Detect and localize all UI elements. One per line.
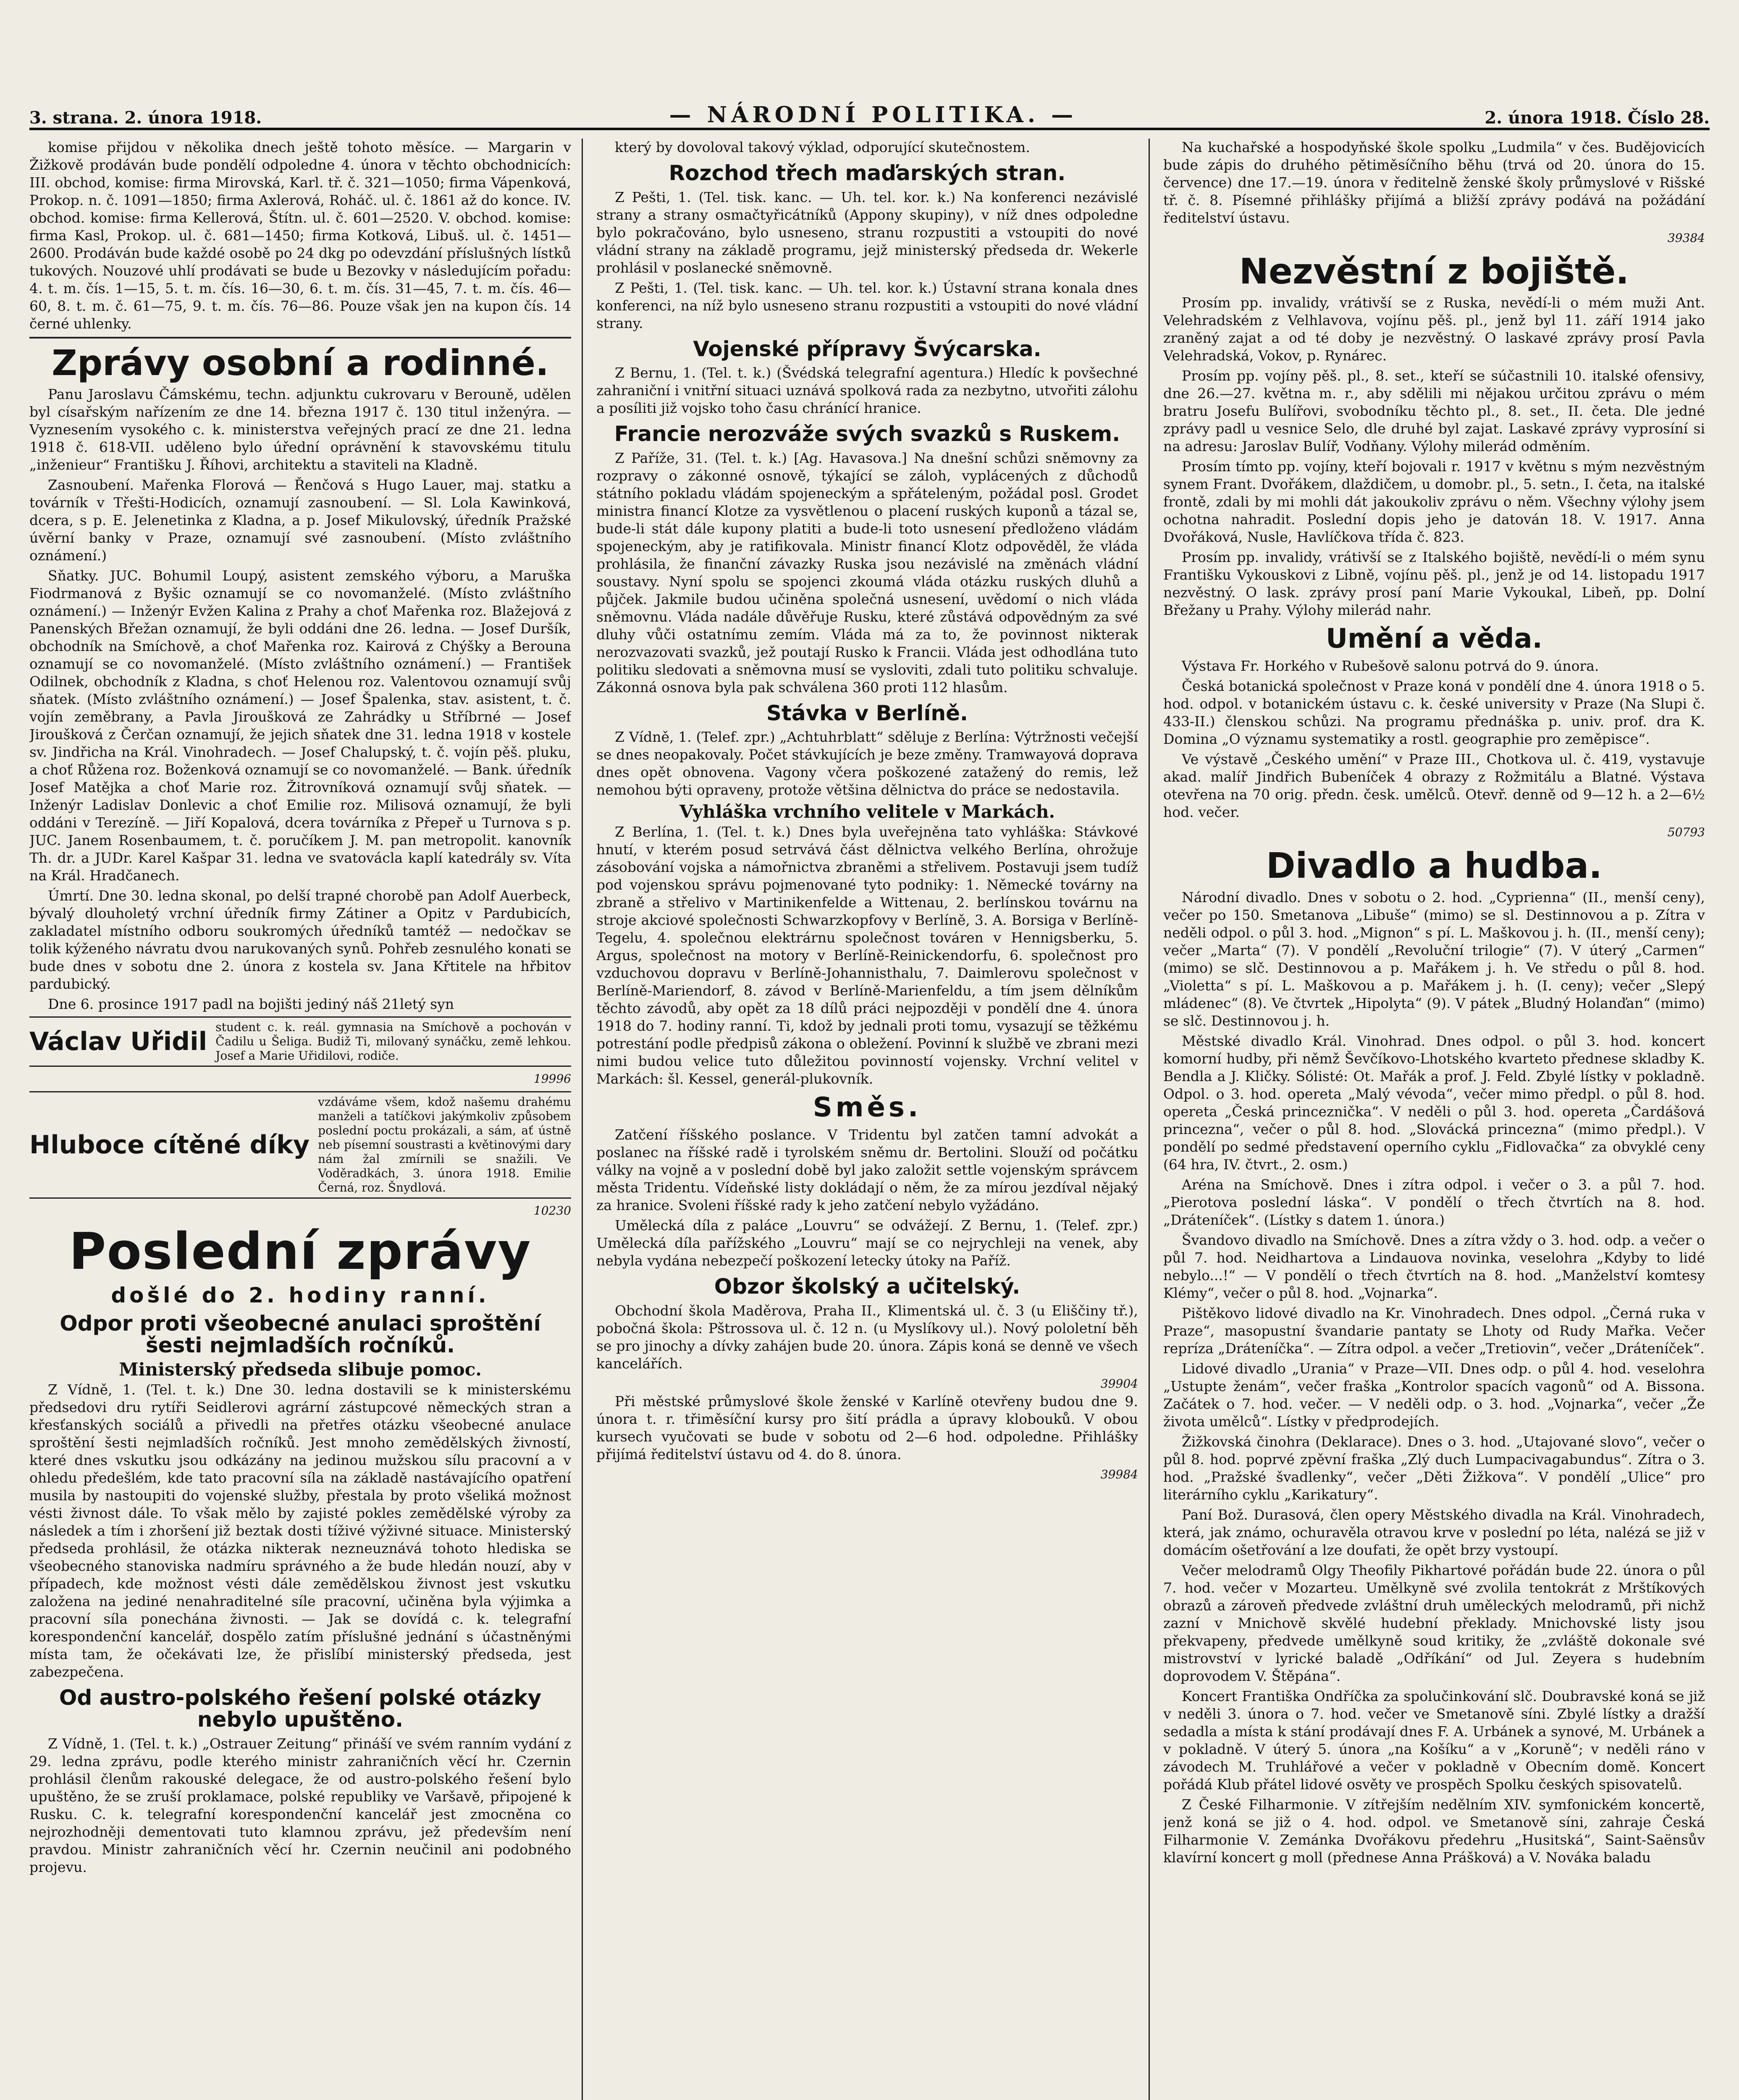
- article-text: Sňatky. JUC. Bohumil Loupý, asistent zemského výboru, a Maruška Fiodrmanová z Byšic oznamují se co novomanželé. (Místo zvláštního oznámení.) — Inženýr Evžen Kalina z Prahy a choť Mařenka roz. Blažejová z Panenských Břežan oznamují, že byli oddáni dne 26. ledna. — Josef Duršík, obchodník na Smíchově, a choť Mařenka roz. Kairová z Chýšky a Berouna oznamují se co novomanželé. (Místo zvláštního oznámení.) — František Odilnek, obchodník z Kladna, s choť Helenou roz. Valentovou oznamují svůj sňatek. (Místo zvláštního oznámení.) — Josef Špalenka, stav. asistent, t. č. vojín zeměbrany, a Pavla Jiroušková ze Zahrádky u Stříbrné — Josef Jiroušková z Čerčan oznamují, že jejich sňatek dne 31. ledna 1918 v kostele sv. Jindřicha na Král. Vinohradech. — Josef Chalupský, t. č. vojín pěš. pluku, a choť Růžena roz. Boženková oznamují se co novomanželé. — Bank. úředník Josef Matějka a choť Marie roz. Žitrovníková oznamují svůj sňatek. — Inženýr Ladislav Donlevic a choť Emilie roz. Milisová oznamují, že byli oddáni v Terezíně. — Jiří Kopalová, dcera továrníka z Přepeř u Turnova s p. JUC. Janem Rosenbaumem, t. č. poručíkem J. M. pan metropolit. kanovník Th. dr. a JUDr. Karel Kašpar 31. ledna ve svatovácla kaplí katedrály sv. Víta na Král. Hradčanech.: [29, 567, 571, 884]
- header-left: 3. strana. 2. února 1918.: [29, 108, 262, 128]
- masthead: — NÁRODNÍ POLITIKA. —: [669, 102, 1078, 128]
- article-text: Česká botanická společnost v Praze koná v pondělí dne 4. února 1918 o 5. hod. odpol. v botanickém ústavu c. k. české university v Praze (Na Slupi č. 433-II.) členskou schůzi. Na programu přednáška p. univ. prof. dra K. Domina „O významu systematiky a rostl. geographie pro zeměpisce“.: [1163, 678, 1705, 748]
- article-text: Úmrtí. Dne 30. ledna skonal, po delší trapné chorobě pan Adolf Auerbeck, bývalý dlouholetý vrchní úředník firmy Zátiner a Opitz v Pardubicích, zakladatel místního odboru soukromých úředníků tamtéž — nedočkav se tolik kýženého návratu dvou narukovaných synů. Pohřeb zesnulého konati se bude dnes v sobotu dne 2. února z kostela sv. Jana Křtitele na hřbitov pardubický.: [29, 887, 571, 992]
- article-text: Prosím pp. invalidy, vrátivší se z Ruska, nevědí-li o mém muži Ant. Velehradském z Velhlavova, vojínu pěš. pl., jenž byl 11. září 1914 jako zraněný zajat a od té doby je nezvěstný. O laskavé zprávy prosí Pavla Velehradská, Vokov, p. Rynárec.: [1163, 294, 1705, 364]
- page-header: [29, 102, 1710, 130]
- article-text: Zatčení říšského poslance. V Tridentu byl zatčen tamní advokát a poslanec na říšské radě i tyrolském sněmu dr. Bertolini. Slouží od počátku války na vojně a v poslední době byl jako založit settle vojenským správcem města Tridentu. Vídeňské listy dokládají o něm, že za mírou jezdíval nějaký za hranice. Svoleni říšské rady k jeho zatčení nebylo vyžádáno.: [596, 1126, 1138, 1214]
- article-text: Žižkovská činohra (Deklarace). Dnes o 3. hod. „Utajované slovo“, večer o půl 8. hod. poprvé zpěvní fraška „Zlý duch Lumpacivagabundus“. Zítra o 3. hod. „Pražské švadlenky“, večer „Děti Žižkova“. V pondělí „Ulice“ pro literárního cyklu „Karikatury“.: [1163, 1433, 1705, 1503]
- divider: [29, 337, 571, 339]
- article-text: Zasnoubení. Mařenka Florová — Řenčová s Hugo Lauer, maj. statku a továrník v Třešti-Hodicích, oznamují zasnoubení. — Sl. Lola Kawinková, dcera, s p. E. Jelenetinka z Kladna, a p. Josef Mikulovský, úředník Pražské úvěrní banky v Praze, oznamují své zasnoubení. (Místo zvláštního oznámení.): [29, 477, 571, 564]
- article-text: Z Vídně, 1. (Telef. zpr.) „Achtuhrblatt“ sděluje z Berlína: Výtržnosti večejší se dnes neopakovaly. Počet stávkujících je beze změny. Tramwayová doprava dnes opět obnovena. Vagony včera poškozené zatažený do remis, lež nemohou býti opraveny, protože většina dělnictva do práce se nedostavila.: [596, 729, 1138, 798]
- article-text: Prosím pp. vojíny pěš. pl., 8. set., kteří se súčastnili 10. italské ofensivy, dne 26.—27. května m. r., aby sdělili mi nějakou určitou zprávu o mém bratru Josefu Bulířovi, svobodníku těchto pl., 8. set., II. četa. Dle jedné zprávy padl u vesnice Selo, dle druhé byl zajat. Laskavé zprávy vyprosíní si na adresu: Jaroslav Bulíř, Vodňany. Výlohy milerád odměním.: [1163, 368, 1705, 455]
- article-text: Večer melodramů Olgy Theofily Pikhartové pořádán bude 22. února o půl 7. hod. večer v Mozarteu. Umělkyně své zvolila tentokrát z Mrštíkových obrazů a zároveň předvede zvláštní druh uměleckých melodramů, při nichž zazní v Mnichově skvělé hudební překlady. Mnichovské listy jsou překvapeny, předvede umělkyně soud kritiky, že „zvláště dokonale své mistrovství v lyrické baladě „Odříkání“ od Jul. Zeyera s hudebním doprovodem V. Štěpána“.: [1163, 1562, 1705, 1684]
- section-heading: Umění a věda.: [1326, 623, 1542, 655]
- thanks-notice: [29, 1091, 571, 1199]
- section-heading: Obzor školský a učitelský.: [714, 1274, 1020, 1299]
- article-text: Pištěkovo lidové divadlo na Kr. Vinohradech. Dnes odpol. „Černá ruka v Praze“, masopustní švandarie pantaty se Lhoty od Rudy Mařka. Večer repríza „Dráteníčka“. — Zítra odpol. a večer „Tretiovin“, večer „Dráteníček“.: [1163, 1305, 1705, 1357]
- article-text: Lidové divadlo „Urania“ v Praze—VII. Dnes odp. o půl 4. hod. veselohra „Ustupte ženám“, večer fraška „Kontrolor spacích vagonů“ od A. Bissona. Začátek o 7. hod. večer. — V neděli odp. o 3. hod. „Vojnarka“, večer „Že života umělců“. Lístky v předprodejích.: [1163, 1360, 1705, 1430]
- article-text: Prosím pp. invalidy, vrátivší se z Italského bojiště, nevědí-li o mém synu Františku Vykouskovi z Libně, vojínu pěš. pl., jenž je od 14. listopadu 1917 nezvěstný. O lask. zprávy prosí paní Marie Vykoukal, Libeň, pp. Dolní Břežany u Prahy. Výlohy milerád nahr.: [1163, 549, 1705, 619]
- column-2: [596, 139, 1138, 2100]
- notice-text: vzdáváme všem, kdož našemu drahému manželi a tatíčkovi jakýmkoliv způsobem poslední poctu prokázali, a sám, ať ústně neb písemní soustrasti a květinovými dary nám žal zmírnili se snažili. Ve Voděradkách, 3. února 1918. Emilie Černá, roz. Šnydlová.: [318, 1095, 571, 1195]
- article-heading: Stávka v Berlíně.: [766, 701, 968, 725]
- article-text: Z Pešti, 1. (Tel. tisk. kanc. — Uh. tel. kor. k.) Na konferenci nezávislé strany a strany osmačtyřicátníků (Appony skupiny), v níž dnes odpoledne bylo pokračováno, bylo usneseno, stranu rozpustiti a vstoupiti do nové vládní strany na základě programu, jejž ministerský předseda dr. Wekerle prohlásil v poslanecké sněmovně.: [596, 189, 1138, 276]
- article-text: Paní Bož. Durasová, člen opery Městského divadla na Král. Vinohradech, která, jak známo, ochuravěla otravou krve v poslední po léta, nalézá se již v domácím ošetřování a lze doufati, že opět brzy vystoupí.: [1163, 1506, 1705, 1558]
- header-right: 2. února 1918. Číslo 28.: [1485, 108, 1710, 128]
- article-text: Z Vídně, 1. (Tel. t. k.) „Ostrauer Zeitung“ přináší ve svém ranním vydání z 29. ledna zprávu, podle kterého ministr zahraničních věcí hr. Czernin prohlásil členům rakouské delegace, že od austro-polského řešení bylo upuštěno, že se zruší proklamace, polské republiky ve Varšavě, připojené k Rusku. C. k. telegrafní korespondenční kancelář jest zmocněna co nejrozhodněji dementovati tuto klamnou zprávu, jež především není pravdou. Ministr zahraničních věcí hr. Czernin neučinil ani podobného projevu.: [29, 1735, 571, 1875]
- article-text: Z Pešti, 1. (Tel. tisk. kanc. — Uh. tel. kor. k.) Ústavní strana konala dnes konferenci, na níž bylo usneseno stranu rozpustiti a vstoupiti do nové vládní strany.: [596, 279, 1138, 331]
- notice-number: 19996: [533, 1072, 571, 1086]
- section-heading: Směs.: [813, 1092, 922, 1123]
- column-rule: [1149, 139, 1150, 2100]
- notice-number: 39904: [1100, 1376, 1138, 1391]
- notice-number: 39984: [1100, 1467, 1138, 1481]
- notice-intro: Dne 6. prosince 1917 padl na bojišti jediný náš 21letý syn: [48, 996, 454, 1013]
- notice-text: student c. k. reál. gymnasia na Smíchově a pochován v Čadilu u Šeliga. Budiž Ti, milovaný synáčku, země lehkou. Josef a Marie Uřidilovi, rodiče.: [215, 1020, 571, 1063]
- article-heading: Rozchod třech maďarských stran.: [669, 161, 1066, 185]
- article-subheading: Ministerský předseda slibuje pomoc.: [119, 1359, 482, 1380]
- section-heading: Zprávy osobní a rodinné.: [52, 342, 549, 383]
- article-text: Výstava Fr. Horkého v Rubešově salonu potrvá do 9. února.: [1182, 658, 1599, 675]
- article-text: Koncert Františka Ondříčka za spolučinkování slč. Doubravské koná se již v neděli 3. února o 7. hod. večer ve Smetanově síni. Zbylé lístky a dražší sedadla a místa k stání prodávají dnes F. A. Urbánek a synové, M. Urbánek a v pokladně. V úterý 5. února „na Košíku“ a v „Koruně“; v neděli ráno v závodech M. Truhlářové a večer v pokladně v Obecním domě. Koncert pořádá Klub přátel lidové osvěty ve prospěch Spolku českých spisovatelů.: [1163, 1688, 1705, 1793]
- article-heading: Od austro-polského řešení polské otázky nebylo upuštěno.: [59, 1685, 542, 1732]
- article-text: Na kuchařské a hospodyňské škole spolku „Ludmila“ v čes. Budějovicích bude zápis do druhého pětiměsíčního běhu (trvá od 20. února do 15. července) dne 17.—19. února v ředitelně ženské školy průmyslové v Rišské tř. č. 8. Písemné přihlášky přijímá a bližší zprávy podává na požádání ředitelství ústavu.: [1163, 139, 1705, 226]
- article-text: Při městské průmyslové škole ženské v Karlíně otevřeny budou dne 9. února t. r. třiměsíční kursy pro šití prádla a úpravy klobouků. V obou kursech vyučovati se bude v sobotu od 2—6 hod. odpoledne. Přihlášky přijímá ředitelství ústavu od 4. do 8. února.: [596, 1393, 1138, 1462]
- notice-name: Václav Uřidil: [29, 1027, 207, 1057]
- article-text: Z České Filharmonie. V zítřejším nedělním XIV. symfonickém koncertě, jenž koná se již o 4. hod. odpol. ve Smetanově síni, zahraje Česká Filharmonie V. Zemánka Dvořákovu předehru „Husitská“, Saint-Saënsův klavírní koncert g moll (přednese Anna Prášková) a V. Nováka baladu: [1163, 1796, 1705, 1866]
- article-heading: Vojenské přípravy Švýcarska.: [693, 336, 1041, 361]
- article-text: Panu Jaroslavu Čámskému, techn. adjunktu cukrovaru v Berouně, udělen byl císařským nařízením ze dne 14. března 1917 č. 130 titul inženýra. — Vyznesením vysokého c. k. ministerstva veřejných prací ze dne 21. ledna 1918 č. 618-VII. uděleno bylo úřední oprávnění k stavovskému titulu „inženieur“ Františku J. Říhovi, architektu a staviteli na Kladně.: [29, 386, 571, 473]
- column-1: [29, 139, 571, 2100]
- article-text: Z Berlína, 1. (Tel. t. k.) Dnes byla uveřejněna tato vyhláška: Stávkové hnutí, v kterém posud setrvává část dělnictva velkého Berlína, ohrožuje zásobování vojska a námořnictva zbraněmi a střelivem. Postavuji jsem tudíž pod vojenskou správu pojmenované tyto podniky: 1. Německé továrny na zbraně a střelivo v Martinikenfelde a Wittenau, 2. berlínskou továrnu na stroje akciové společnosti Schwarzkopfovy v Berlíně, 3. A. Borsiga v Berlíně-Tegelu, 4. společnou elektrárnu společnost továren v Hennigsberku, 5. Argus, společnost na motory v Berlíně-Reinickendorfu, 6. společnost pro vzduchovou dopravu v Berlíně-Johannisthalu, 7. Daimlerovu společnost v Berlíně-Mariendorf, 8. závod v Berlíně-Marienfeldu, a tím jsem dělníkům těchto závodů, aby opět za 18 dílů práci nejpozději v pondělí dne 4. února 1918 do 7. hodiny ranní. Ti, kdož by jednali proti tomu, vysazují se těžkému potrestání podle předpisů zákona o obležení. Povinní k službě ve zbrani mezi nimi budou velice tuto důležitou povinností vojensky. Vrchní velitel v Markách: šl. Kessel, generál-plukovník.: [596, 824, 1138, 1087]
- article-text: který by dovoloval takový výklad, odporující skutečnostem.: [615, 139, 1030, 155]
- article-heading: Francie nerozváže svých svazků s Ruskem.: [614, 422, 1120, 446]
- article-text: Z Paříže, 31. (Tel. t. k.) [Ag. Havasova.] Na dnešní schůzi sněmovny za rozpravy o zákonné osnově, týkající se záloh, vyplácených z důchodů státního pokladu vládám spojeneckým a spřáteleným, požádal posl. Grodet ministra financí Klotze za vysvětlenou o placení ruských kuponů a tázal se, bude-li stát dále kupony platiti a bude-li toto usnesení předloženo vládám spojeneckým, aby je ratifikovala. Ministr financí Klotz odpověděl, že vláda prohlásila, že finanční závazky Ruska jsou nezávislé na změnách vládní soustavy. Nyní spolu se spojenci zkoumá vláda otázku ruských dluhů a půjček. Jakmile budou učiněna společná usnesení, uvědomí o nich vláda sněmovnu. Vláda nadále důvěřuje Rusku, které zůstává odpovědným za své dluhy vůči ostatnímu zemím. Vláda má za to, že povinnost nikterak nerozvazovati svazků, jež poutají Rusko k Francii. Vláda jest odhodlána tuto politiku sledovati a sněmovna musí se vysloviti, zdali tuto politiku schvaluje. Zákonná osnova byla pak schválena 360 proti 112 hlasům.: [596, 449, 1138, 696]
- notice-number: 50793: [1667, 825, 1705, 840]
- article-text: Obchodní škola Maděrova, Praha II., Klimentská ul. č. 3 (u Eliščiny tř.), pobočná škola: Pštrossova ul. č. 12 n. (u Myslíkovy ul.). Nový pololetní běh se pro jinochy a dívky zahájen bude 20. února. Zápis koná se denně ve všech kancelářích.: [596, 1302, 1138, 1372]
- notice-number: 10230: [533, 1204, 571, 1218]
- article-text: Aréna na Smíchově. Dnes i zítra odpol. i večer o 3. a půl 7. hod. „Pierotova poslední láska“. V pondělí o třech čtvrtích na 8. hod. „Dráteníček“. (Lístky s datem 1. února.): [1163, 1176, 1705, 1228]
- article-subheading: Vyhláška vrchního velitele v Markách.: [679, 801, 1055, 822]
- notice-number: 39384: [1667, 231, 1705, 245]
- latest-news-subheading: došlé do 2. hodiny ranní.: [111, 1283, 490, 1308]
- section-heading: Nezvěstní z bojiště.: [1239, 251, 1629, 292]
- section-heading: Divadlo a hudba.: [1266, 845, 1603, 887]
- latest-news-heading: Poslední zprávy: [69, 1223, 532, 1281]
- article-text: Z Bernu, 1. (Tel. t. k.) (Švédská telegrafní agentura.) Hledíc k povšechné zahraniční i vnitřní situaci uznává spolková rada za nezbytno, utvořiti zálohu a posíliti již vojsko toho času chránící hranice.: [596, 365, 1138, 416]
- article-text: Z Vídně, 1. (Tel. t. k.) Dne 30. ledna dostavili se k ministerskému předsedovi dru rytíři Seidlerovi agrární zástupcové německých stran a křesťanských sociálů a přivedli na přetřes otázku všeobecné anulace sproštění šesti nejmladších ročníků. Jest mnoho zemědělských živností, které dnes vskutku jsou odkázány na jedinou mužskou sílu pracovní a v ohledu předešlém, kde tato pracovní síla na základě nastávajícího opatření musila by nastoupiti do vojenské služby, přestala by proto všeliká možnost vésti živnost dále. To však mělo by zajisté pokles zemědělské výroby za následek a tím i zhoršení již beztak dosti tíživé výživné situace. Ministerský předseda prohlásil, že otázka nikterak nezneuznává tohoto hlediska se všeobecného stanoviska nadmíru správného a že bude hledán nouzí, aby v případech, kde možnost vésti dále zemědělskou živnost jest vskutku založena na jediné nenahraditelné síle pracovní, učiněna byla výjimka a pracovní síla ponechána živnosti. — Jak se dovídá c. k. telegrafní korespondenční kancelář, dospělo zatím příslušné jednání s účastněnými místa tam, že očekávati lze, že přislíbí ministerský předseda, jest zabezpečena.: [29, 1381, 571, 1680]
- article-text: Umělecká díla z paláce „Louvru“ se odvážejí. Z Bernu, 1. (Telef. zpr.) Umělecká díla pařížského „Louvru“ mají se co nejrychleji na venek, aby nebyla vydána nebezpečí poškození letecky útoky na Paříž.: [596, 1217, 1138, 1269]
- article-text: Národní divadlo. Dnes v sobotu o 2. hod. „Cyprienna“ (II., menší ceny), večer po 150. Smetanova „Libuše“ (mimo) se sl. Destinnovou a p. Zítra v neděli odpol. o půl 3. hod. „Mignon“ s pí. L. Maškovou j. h. (II., menší ceny); večer „Marta“ (7). V pondělí „Revoluční trilogie“ (7). V úterý „Carmen“ (mimo) se slč. Destinnovou a p. Mařákem j. h. Ve středu o půl 8. hod. „Violetta“ s pí. L. Maškovou a p. Mařákem j. h. (I. ceny); večer „Slepý mládenec“ (8). Ve čtvrtek „Hipolyta“ (9). V pátek „Bludný Holanďan“ (mimo) se slč. Destinnovou j. h.: [1163, 889, 1705, 1029]
- article-text: Městské divadlo Král. Vinohrad. Dnes odpol. o půl 3. hod. koncert komorní hudby, při němž Ševčíkovo-Lhotského kvarteto přednese skladby K. Bendla a J. Kličky. Sólisté: Ot. Mařák a prof. J. Feld. Zbylé lístky v pokladně. Odpol. o 3. hod. opereta „Malý vévoda“, večer mimo předpl. o půl 8. hod. opereta „Česká princeznička“. V neděli o půl 3. hod. opereta „Čardášová princezna“, večer o půl 8. hod. „Slovácká princezna“ (mimo předpl.). V pondělí po sedmé představení operního cyklu „Fidlovačka“ za obvyklé ceny (64 hra, IV. čtvrt., 2. osm.): [1163, 1032, 1705, 1173]
- death-notice: [29, 1016, 571, 1067]
- article-text: Švandovo divadlo na Smíchově. Dnes a zítra vždy o 3. hod. odp. a večer o půl 7. hod. Neidhartova a Lindauova novinka, veselohra „Kdyby to lidé nebylo...!“ — V pondělí o třech čtvrtích na 8. hod. „Manželství komtesy Klémy“, večer o půl 8. hod. „Vojnarka“.: [1163, 1231, 1705, 1301]
- article-heading: Odpor proti všeobecné anulaci sproštění šesti nejmladších ročníků.: [60, 1311, 541, 1358]
- column-rule: [582, 139, 583, 2100]
- column-3: [1163, 139, 1705, 2100]
- article-text: Prosím tímto pp. vojíny, kteří bojovali r. 1917 v květnu s mým nezvěstným synem Frant. Dvořákem, dlaždičem, u domobr. pl., 5. setn., I. četa, na italské frontě, zdali by mi mohli dát jakoukoliv zprávu o něm. Všechny výlohy jsem ochotna nahradit. Poslední dopis jeho je datován 18. V. 1917. Anna Dvořáková, Nusle, Havlíčkova třída č. 823.: [1163, 458, 1705, 546]
- article-text: Ve výstavě „Českého umění“ v Praze III., Chotkova ul. č. 419, vystavuje akad. malíř Jindřich Bubeníček 4 obrazy z Rožmitálu a Blatné. Výstava otevřena na 70 orig. předn. česk. umělců. Otevř. denně od 9—12 h. a 2—6½ hod. večer.: [1163, 751, 1705, 821]
- notice-name: Hluboce cítěné díky: [29, 1130, 310, 1160]
- article-text: komise přijdou v několika dnech ještě tohoto měsíce. — Margarin v Žižkově prodáván bude pondělí odpoledne 4. února v těchto obchodnicích: III. obchod, komise: firma Mirovská, Karl. tř. č. 321—1050; firma Vápenková, Prokop. n. č. 1091—1850; firma Axlerová, Roháč. ul. č. 1861 až do konce. IV. obchod. komise: firma Kellerová, Štítn. ul. č. 601—2520. V. obchod. komise: firma Kasl, Prokop. ul. č. 681—1450; firma Kotková, Libuš. ul. č. 1451—2600. Prodáván bude každé osobě po 24 dkg po odevzdání příslušných lístků tukových. Nouzové uhlí prodávati se bude u Bezovky v následujícím pořadu: 4. t. m. čís. 1—15, 5. t. m. čís. 16—30, 6. t. m. čís. 31—45, 7. t. m. čís. 46—60, 8. t. m. č. 61—75, 9. t. m. čís. 76—86. Pouze však jen na kupon čís. 14 černé uhlenky.: [29, 139, 571, 332]
